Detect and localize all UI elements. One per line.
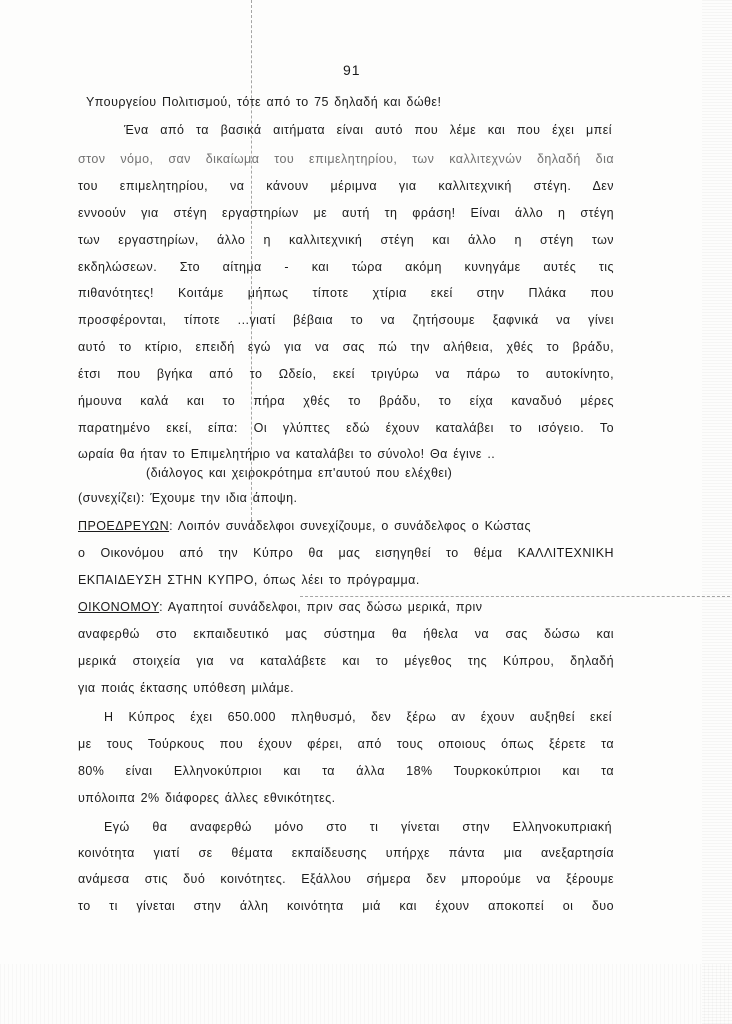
scan-noise-right-edge xyxy=(702,0,732,1024)
text-line-8: πιθανότητες! Κοιτάμε μήπως τίποτε χτίρια εκεί στην Πλάκα που xyxy=(78,286,614,300)
text-line-1: Υπουργείου Πολιτισμού, τότε από το 75 δηλαδή και δώθε! xyxy=(86,95,442,109)
text-line-19: ΕΚΠΑΙΔΕΥΣΗ ΣΤΗΝ ΚΥΠΡΟ, όπως λέει το πρόγραμμα. xyxy=(78,573,420,587)
page-number: 91 xyxy=(343,62,361,78)
text-line-28: Εγώ θα αναφερθώ μόνο στο τι γίνεται στην Ελληνοκυπριακή xyxy=(104,820,612,834)
text-line-2: Ένα από τα βασικά αιτήματα είναι αυτό που λέμε και που έχει μπεί xyxy=(124,123,612,137)
text-line-27: υπόλοιπα 2% διάφορες άλλες εθνικότητες. xyxy=(78,791,336,805)
text-line-18: ο Οικονόμου από την Κύπρο θα μας εισηγηθεί το θέμα ΚΑΛΛΙΤΕΧΝΙΚΗ xyxy=(78,546,614,560)
text-line-14: ωραία θα ήταν το Επιμελητήριο να καταλάβει το σύνολο! Θα έγινε .. xyxy=(78,447,496,461)
text-line-10: αυτό το κτίριο, επειδή εγώ για να σας πώ την αλήθεια, χθές το βράδυ, xyxy=(78,340,614,354)
text-line-4: του επιμελητηρίου, να κάνουν μέριμνα για καλλιτεχνική στέγη. Δεν xyxy=(78,179,614,193)
text-line-3: στον νόμο, σαν δικαίωμα του επιμελητηρίου, των καλλιτεχνών δηλαδή δια xyxy=(78,152,614,166)
text-line-25: με τους Τούρκους που έχουν φέρει, από τους οποιους όπως ξέρετε τα xyxy=(78,737,614,751)
text-line-22: μερικά στοιχεία για να καταλάβετε και το μέγεθος της Κύπρου, δηλαδή xyxy=(78,654,614,668)
text-line-30: ανάμεσα στις δυό κοινότητες. Εξάλλου σήμερα δεν μπορούμε να ξέρουμε xyxy=(78,872,614,886)
text-line-31: το τι γίνεται στην άλλη κοινότητα μιά και έχουν αποκοπεί οι δυο xyxy=(78,899,614,913)
text-line-21: αναφερθώ στο εκπαιδευτικό μας σύστημα θα ήθελα να σας δώσω και xyxy=(78,627,614,641)
speaker-name-oikonomou: ΟΙΚΟΝΟΜΟΥ xyxy=(78,600,160,614)
speaker-text-proedrevon: : Λοιπόν συνάδελφοι συνεχίζουμε, ο συνάδελφος ο Κώστας xyxy=(169,519,531,533)
text-line-29: κοινότητα γιατί σε θέματα εκπαίδευσης υπήρχε πάντα μια ανεξαρτησία xyxy=(78,846,614,860)
text-line-24: Η Κύπρος έχει 650.000 πληθυσμό, δεν ξέρω αν έχουν αυξηθεί εκεί xyxy=(104,710,612,724)
text-line-6: των εργαστηρίων, άλλο η καλλιτεχνική στέγη και άλλο η στέγη των xyxy=(78,233,614,247)
speaker-name-proedrevon: ΠΡΟΕΔΡΕΥΩΝ xyxy=(78,519,170,533)
text-line-13: παρατημένο εκεί, είπα: Οι γλύπτες εδώ έχουν καταλάβει το ισόγειο. Το xyxy=(78,421,614,435)
text-line-5: εννοούν για στέγη εργαστηρίων με αυτή τη φράση! Είναι άλλο η στέγη xyxy=(78,206,614,220)
scan-noise-bottom-edge xyxy=(0,964,732,1024)
stage-direction: (διάλογος και χειροκρότημα επ'αυτού που ελέχθει) xyxy=(146,466,453,480)
text-line-12: ήμουνα καλά και το πήρα χθές το βράδυ, το είχα καναδυό μέρες xyxy=(78,394,614,408)
text-line-16: (συνεχίζει): Έχουμε την ιδια άποψη. xyxy=(78,491,298,505)
text-line-26: 80% είναι Ελληνοκύπριοι και τα άλλα 18% Τουρκοκύπριοι και τα xyxy=(78,764,614,778)
text-line-7: εκδηλώσεων. Στο αίτημα - και τώρα ακόμη κυνηγάμε αυτές τις xyxy=(78,260,614,274)
scan-artifact-dash xyxy=(300,596,730,597)
text-line-23: για ποιάς έκτασης υπόθεση μιλάμε. xyxy=(78,681,295,695)
speaker-line-proedrevon xyxy=(78,518,614,534)
text-line-11: έτσι που βγήκα από το Ωδείο, εκεί τριγύρω να πάρω το αυτοκίνητο, xyxy=(78,367,614,381)
speaker-line-oikonomou xyxy=(78,599,614,615)
text-line-9: προσφέρονται, τίποτε ...γιατί βέβαια το να ζητήσουμε ξαφνικά να γίνει xyxy=(78,313,614,327)
speaker-text-oikonomou: : Αγαπητοί συνάδελφοι, πριν σας δώσω μερικά, πριν xyxy=(159,600,483,614)
